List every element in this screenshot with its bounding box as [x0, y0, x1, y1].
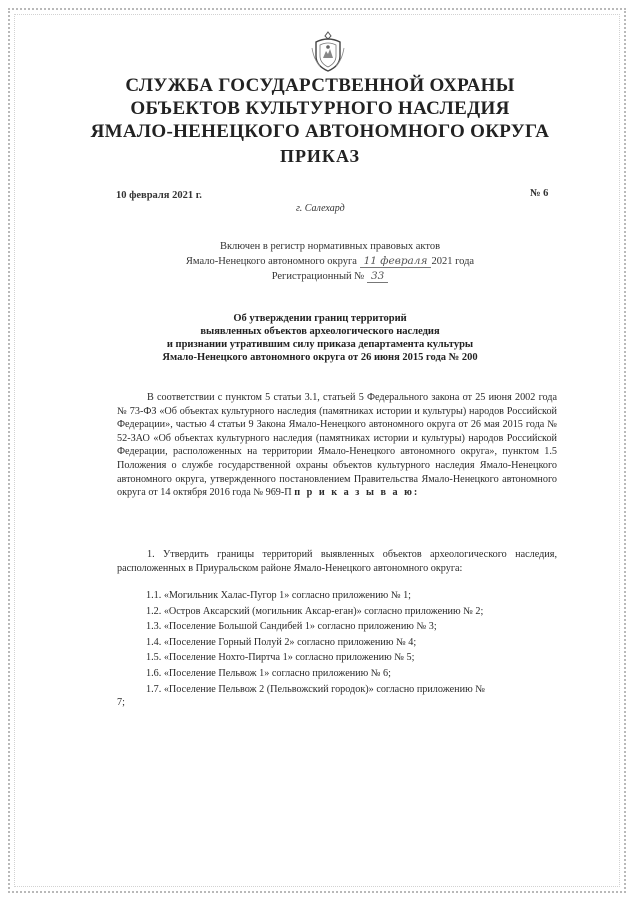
organization-title [60, 74, 580, 143]
coat-of-arms-icon [310, 30, 346, 74]
title-line-1: Об утверждении границ территорий [233, 313, 407, 324]
list-item: 1.5. «Поселение Нохто-Пиртча 1» согласно приложению № 5; [146, 652, 415, 664]
subitem-tail: 7; [117, 697, 125, 708]
registry-line-3 [150, 269, 510, 284]
registry-line-2-prefix: Ямало-Ненецкого автономного округа [185, 256, 357, 267]
registry-handwritten-number: 33 [367, 270, 388, 283]
list-item: 1.6. «Поселение Пельвож 1» согласно приложению № 6; [146, 667, 391, 679]
item-1: 1. Утвердить границы территорий выявленных объектов археологического наследия, расположенных в Приуральском районе Ямало-Ненецкого автономного округа: [117, 549, 557, 574]
registry-line-2 [150, 254, 510, 269]
title-line-3: и признании утратившим силу приказа департамента культуры [166, 339, 474, 350]
org-title-line-3: ЯМАЛО-НЕНЕЦКОГО АВТОНОМНОГО ОКРУГА [90, 121, 550, 142]
list-item: 1.2. «Остров Аксарский (могильник Аксар-еган)» согласно приложению № 2; [146, 605, 484, 617]
registry-stamp [150, 240, 510, 284]
preamble-text: В соответствии с пунктом 5 статьи 3.1, статьей 5 Федерального закона от 25 июня 2002 года № 73-ФЗ «Об объектах культурного наследия (памятниках истории и культуры) народов Российской Федерации», частью 4 статьи 9 Закона Ямало-Ненецкого автономного округа от 26 мая 2015 года № 52-ЗАО «Об объектах культурного наследия (памятниках истории и культуры) народов Российской Федерации, расположенных на территории Ямало-Ненецкого автономного округа», пунктом 1.5 Положения о службе государственной охраны объектов культурного наследия Ямало-Ненецкого автономного округа, утвержденного постановлением Правительства Ямало-Ненецкого автономного округа от 14 октября 2016 года № 969-П [117, 392, 557, 499]
registry-handwritten-date: 11 февраля [360, 255, 432, 268]
preamble-paragraph [117, 391, 557, 500]
document-title [110, 312, 530, 364]
title-line-2: выявленных объектов археологического наследия [200, 326, 440, 337]
preamble-order-verb: п р и к а з ы в а ю: [294, 487, 420, 499]
registry-line-1: Включен в регистр нормативных правовых актов [219, 241, 441, 252]
registry-line-3-prefix: Регистрационный № [271, 271, 365, 282]
org-title-line-1: СЛУЖБА ГОСУДАРСТВЕННОЙ ОХРАНЫ [125, 75, 515, 96]
list-item: 1.1. «Могильник Халас-Пугор 1» согласно приложению № 1; [146, 590, 412, 601]
registry-line-2-suffix: 2021 года [431, 256, 475, 267]
subitems-list [146, 588, 558, 697]
org-title-line-2: ОБЪЕКТОВ КУЛЬТУРНОГО НАСЛЕДИЯ [130, 98, 510, 119]
list-item: 1.4. «Поселение Горный Полуй 2» согласно приложению № 4; [146, 636, 417, 648]
order-number: № 6 [530, 188, 549, 199]
list-item: 1.3. «Поселение Большой Сандибей 1» согласно приложению № 3; [146, 621, 437, 633]
title-line-4: Ямало-Ненецкого автономного округа от 26 июня 2015 года № 200 [162, 352, 478, 363]
order-heading: ПРИКАЗ [279, 146, 361, 166]
preamble [117, 391, 557, 500]
list-item: 1.7. «Поселение Пельвож 2 (Пельвожский городок)» согласно приложению № [146, 683, 485, 695]
order-date: 10 февраля 2021 г. [116, 190, 202, 201]
order-city: г. Салехард [296, 203, 345, 214]
